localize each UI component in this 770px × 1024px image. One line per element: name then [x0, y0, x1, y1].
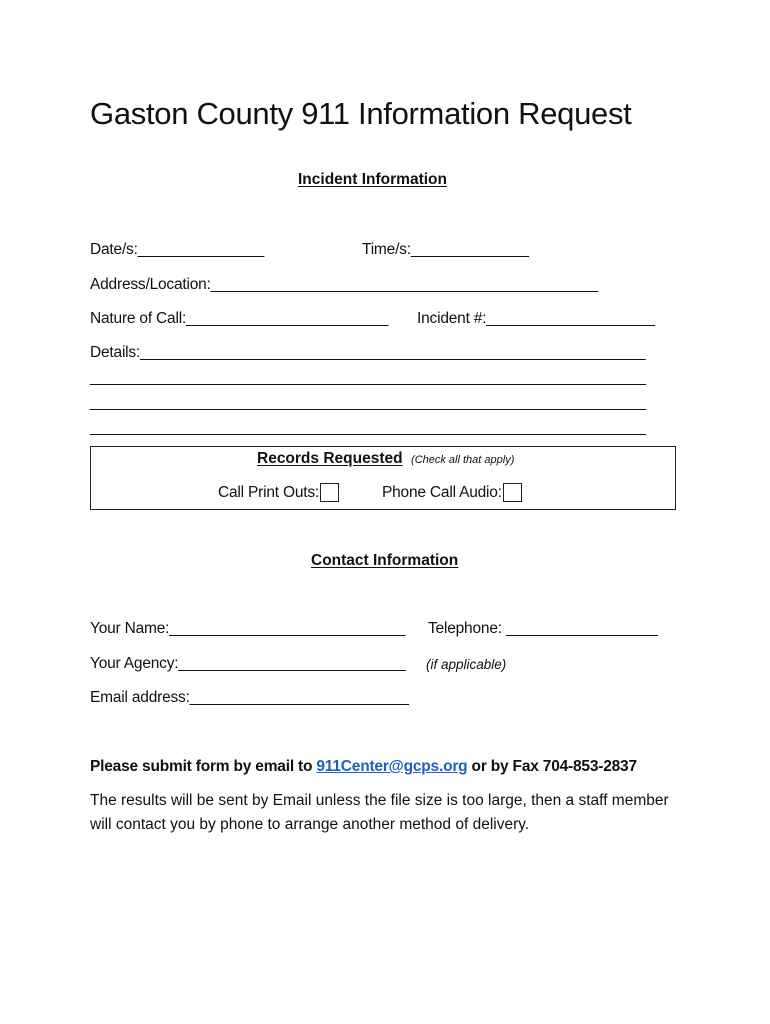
submit-email-link[interactable]: 911Center@gcps.org [316, 758, 468, 775]
contact-information-heading: Contact Information [311, 552, 459, 569]
submit-suffix: or by Fax 704-853-2837 [467, 758, 637, 775]
times-field[interactable]: Time/s:______________ [362, 241, 529, 258]
phone-call-audio-option [382, 483, 522, 502]
call-print-outs-label: Call Print Outs: [218, 484, 320, 501]
dates-field[interactable]: Date/s:_______________ [90, 241, 265, 258]
incident-number-field[interactable]: Incident #:____________________ [417, 310, 655, 327]
records-requested-header [257, 450, 514, 468]
submit-instructions [90, 758, 637, 776]
address-location-field[interactable]: Address/Location:______________________________________________ [90, 276, 599, 293]
page-title: Gaston County 911 Information Request [90, 96, 632, 131]
incident-information-heading: Incident Information [298, 171, 447, 188]
submit-prefix: Please submit form by email to [90, 758, 317, 775]
call-print-outs-checkbox[interactable] [320, 483, 339, 502]
records-requested-heading: Records Requested [257, 450, 403, 467]
records-requested-note: (Check all that apply) [411, 454, 515, 466]
details-line[interactable]: __________________________________________________________________ [90, 419, 646, 436]
details-field[interactable]: Details:____________________________________________________________ [90, 344, 646, 361]
telephone-field[interactable]: Telephone: __________________ [428, 620, 658, 637]
your-name-field[interactable]: Your Name:____________________________ [90, 620, 406, 637]
results-note: The results will be sent by Email unless the file size is too large, then a staff member will contact you by phone to arrange another method of delivery. [90, 792, 669, 833]
nature-of-call-field[interactable]: Nature of Call:________________________ [90, 310, 389, 327]
details-line[interactable]: __________________________________________________________________ [90, 369, 646, 386]
phone-call-audio-checkbox[interactable] [503, 483, 522, 502]
email-address-field[interactable]: Email address:__________________________ [90, 689, 409, 706]
phone-call-audio-label: Phone Call Audio: [382, 484, 502, 501]
agency-note: (if applicable) [426, 657, 507, 672]
your-agency-field[interactable]: Your Agency:___________________________ [90, 655, 406, 672]
call-print-outs-option [218, 483, 339, 502]
details-line[interactable]: __________________________________________________________________ [90, 394, 646, 411]
